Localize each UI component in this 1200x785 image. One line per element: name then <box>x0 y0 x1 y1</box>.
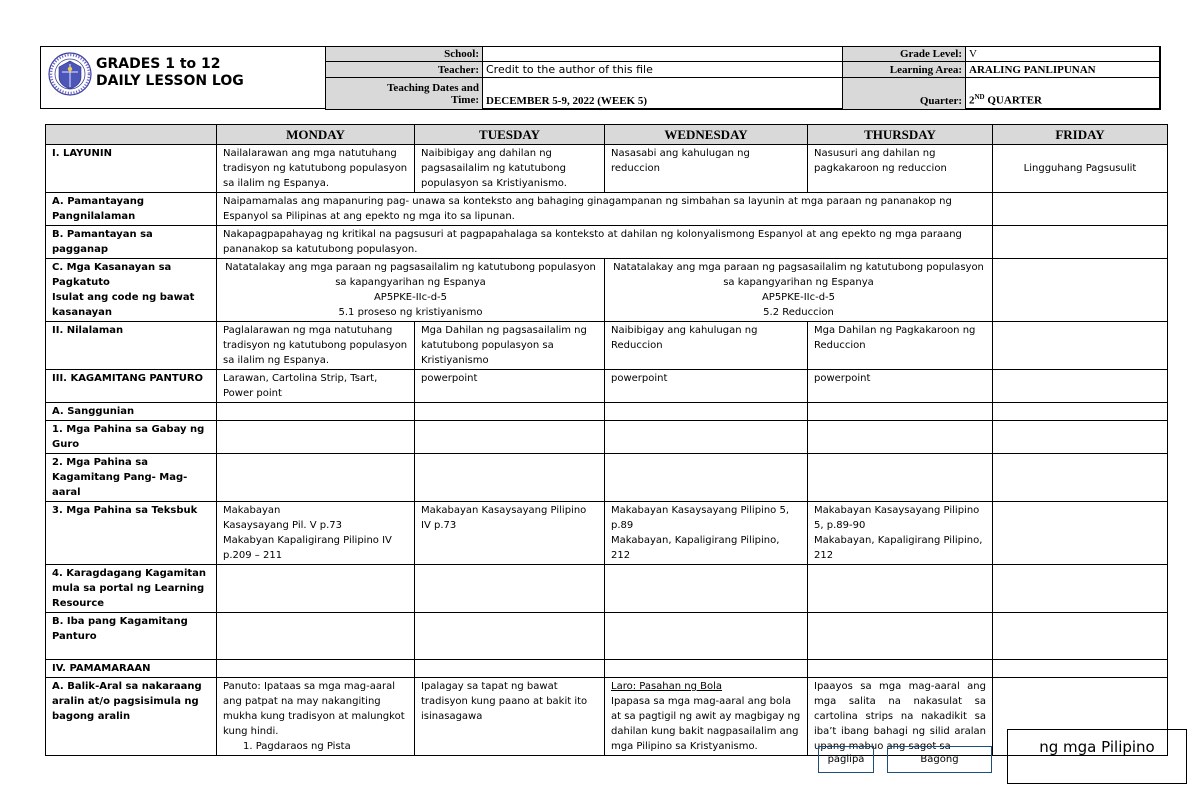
balik-aral-monday-item: 1. Pagdaraos ng Pista <box>243 741 351 752</box>
day-header-thursday: THURSDAY <box>808 125 993 145</box>
kasanayan-wed-thu <box>605 259 993 322</box>
teksbuk-monday-line3: Makabyan Kapaligirang Pilipino IV p.209 – 211 <box>223 535 392 561</box>
table-row <box>46 145 1168 193</box>
pamamaraan-thursday <box>808 660 993 678</box>
sanggunian-thursday <box>808 403 993 421</box>
table-row <box>46 322 1168 370</box>
table-row <box>46 421 1168 454</box>
iba-pang-thursday <box>808 613 993 660</box>
teksbuk-monday-line2: Kasaysayang Pil. V p.73 <box>223 520 343 531</box>
row-label-karagdagang: 4. Karagdagang Kagamitan mula sa portal ng Learning Resource <box>46 565 217 613</box>
row-label-nilalaman: II. Nilalaman <box>46 322 217 370</box>
balik-aral-thursday: Ipaayos sa mga mag-aaral ang mga salita na nakasulat sa cartolina strips na nakadikit sa iba’t ibang bahagi ng silid aralan upang mabuo ang sagot sa <box>808 678 993 756</box>
pamamaraan-friday <box>993 660 1168 678</box>
gabay-monday <box>217 421 415 454</box>
table-row <box>46 502 1168 565</box>
teksbuk-thursday-line1: Makabayan Kasaysayang Pilipino 5, p.89-90 <box>814 505 980 531</box>
learning-area-value: ARALING PANLIPUNAN <box>966 62 1161 78</box>
kagamitan-monday: Larawan, Cartolina Strip, Tsart, Power point <box>217 370 415 403</box>
nilalaman-monday: Paglalarawan ng mga natutuhang tradisyon ng katutubong populasyon sa ilalim ng Espanya. <box>217 322 415 370</box>
teaching-dates-label <box>326 78 483 110</box>
lesson-log-table <box>45 124 1168 756</box>
row-label-teksbuk: 3. Mga Pahina sa Teksbuk <box>46 502 217 565</box>
quarter-label: Quarter: <box>843 78 966 110</box>
iba-pang-wednesday <box>605 613 808 660</box>
table-row <box>46 259 1168 322</box>
kagamitang-mag-aaral-thursday <box>808 454 993 502</box>
kasanayan-left-text: Natatalakay ang mga paraan ng pagsasailalim ng katutubong populasyon sa kapangyarihan ng Espanya <box>225 262 596 288</box>
grade-level-label: Grade Level: <box>843 47 966 62</box>
header-info-table <box>325 46 1161 110</box>
balik-aral-wednesday-title: Laro: Pasahan ng Bola <box>611 681 723 692</box>
day-header-tuesday: TUESDAY <box>415 125 605 145</box>
kagamitan-wednesday: powerpoint <box>605 370 808 403</box>
layunin-monday: Nailalarawan ang mga natutuhang tradisyon ng katutubong populasyon sa ilalim ng Espanya. <box>217 145 415 193</box>
pamantayang-pangnilalaman-friday <box>993 193 1168 226</box>
nilalaman-wednesday: Naibibigay ang kahulugan ng Reduccion <box>605 322 808 370</box>
layunin-thursday: Nasusuri ang dahilan ng pagkakaroon ng reduccion <box>808 145 993 193</box>
row-label-sanggunian: A. Sanggunian <box>46 403 217 421</box>
kagamitang-mag-aaral-wednesday <box>605 454 808 502</box>
deped-seal-icon <box>48 52 92 96</box>
day-header-wednesday: WEDNESDAY <box>605 125 808 145</box>
pamantayan-pagganap-friday <box>993 226 1168 259</box>
iba-pang-friday <box>993 613 1168 660</box>
kagamitan-tuesday: powerpoint <box>415 370 605 403</box>
karagdagang-friday <box>993 565 1168 613</box>
row-label-pamamaraan: IV. PAMAMARAAN <box>46 660 217 678</box>
gabay-wednesday <box>605 421 808 454</box>
row-label-pamantayang-pangnilalaman: A. Pamantayang Pangnilalaman <box>46 193 217 226</box>
pamamaraan-tuesday <box>415 660 605 678</box>
balik-aral-monday <box>217 678 415 756</box>
pamamaraan-monday <box>217 660 415 678</box>
iba-pang-monday <box>217 613 415 660</box>
kasanayan-friday <box>993 259 1168 322</box>
teksbuk-thursday-line2: Makabayan, Kapaligirang Pilipino, 212 <box>814 535 983 561</box>
school-value <box>483 47 843 62</box>
quarter-word: QUARTER <box>987 95 1042 107</box>
kagamitang-mag-aaral-tuesday <box>415 454 605 502</box>
row-label-gabay: 1. Mga Pahina sa Gabay ng Guro <box>46 421 217 454</box>
teksbuk-monday <box>217 502 415 565</box>
iba-pang-tuesday <box>415 613 605 660</box>
layunin-friday: Lingguhang Pagsusulit <box>993 145 1168 193</box>
quarter-value <box>966 78 1161 110</box>
kasanayan-right-sub: 5.2 Reduccion <box>763 307 834 318</box>
teksbuk-wednesday-line1: Makabayan Kasaysayang Pilipino 5, p.89 <box>611 505 789 531</box>
table-row <box>46 403 1168 421</box>
kagamitan-thursday: powerpoint <box>808 370 993 403</box>
table-row <box>46 226 1168 259</box>
kagamitang-mag-aaral-monday <box>217 454 415 502</box>
overlay-note-box: ng mga Pilipino <box>1007 729 1187 784</box>
gabay-tuesday <box>415 421 605 454</box>
teaching-dates-label-line1: Teaching Dates and <box>387 81 479 94</box>
grade-level-value: V <box>966 47 1161 62</box>
kasanayan-right-code: AP5PKE-IIc-d-5 <box>761 292 836 303</box>
karagdagang-wednesday <box>605 565 808 613</box>
kasanayan-right-text: Natatalakay ang mga paraan ng pagsasailalim ng katutubong populasyon sa kapangyarihan ng Espanya <box>613 262 984 288</box>
pamantayan-pagganap-text: Nakapagpapahayag ng kritikal na pagsusuri at pagpapahalaga sa konteksto at dahilan ng kolonyalismong Espanyol at ang epekto ng mga paraang pananakop sa katutubong populasyon. <box>217 226 993 259</box>
nilalaman-thursday: Mga Dahilan ng Pagkakaroon ng Reduccion <box>808 322 993 370</box>
title-line-2: DAILY LESSON LOG <box>96 73 244 89</box>
balik-aral-wednesday <box>605 678 808 756</box>
kasanayan-mon-tue <box>217 259 605 322</box>
kasanayan-left-code: AP5PKE-IIc-d-5 <box>373 292 448 303</box>
nilalaman-tuesday: Mga Dahilan ng pagsasailalim ng katutubong populasyon sa Kristiyanismo <box>415 322 605 370</box>
teksbuk-thursday <box>808 502 993 565</box>
teacher-value: Credit to the author of this file <box>483 62 843 78</box>
table-row <box>46 370 1168 403</box>
karagdagang-tuesday <box>415 565 605 613</box>
karagdagang-thursday <box>808 565 993 613</box>
school-label: School: <box>326 47 483 62</box>
teaching-dates-value: DECEMBER 5-9, 2022 (WEEK 5) <box>483 78 843 110</box>
nilalaman-friday <box>993 322 1168 370</box>
pamantayang-pangnilalaman-text: Naipamamalas ang mapanuring pag- unawa sa konteksto ang bahaging ginagampanan ng simbahan sa layunin at mga paraan ng pananakop ng Espanyol sa Pilipinas at ang epekto ng mga ito sa lipunan. <box>217 193 993 226</box>
kagamitan-friday <box>993 370 1168 403</box>
sanggunian-wednesday <box>605 403 808 421</box>
teksbuk-wednesday <box>605 502 808 565</box>
teksbuk-wednesday-line2: Makabayan, Kapaligirang Pilipino, 212 <box>611 535 780 561</box>
table-row <box>46 454 1168 502</box>
gabay-friday <box>993 421 1168 454</box>
quarter-superscript: ND <box>974 93 985 102</box>
teksbuk-tuesday: Makabayan Kasaysayang Pilipino IV p.73 <box>415 502 605 565</box>
sanggunian-tuesday <box>415 403 605 421</box>
table-row <box>46 660 1168 678</box>
pamamaraan-wednesday <box>605 660 808 678</box>
days-header-row <box>46 125 1168 145</box>
kagamitang-mag-aaral-friday <box>993 454 1168 502</box>
layunin-wednesday: Nasasabi ang kahulugan ng reduccion <box>605 145 808 193</box>
teksbuk-friday <box>993 502 1168 565</box>
gabay-thursday <box>808 421 993 454</box>
corner-cell <box>46 125 217 145</box>
learning-area-label: Learning Area: <box>843 62 966 78</box>
kasanayan-left-sub: 5.1 proseso ng kristiyanismo <box>338 307 483 318</box>
quarter-number: 2 <box>969 95 975 107</box>
table-row <box>46 613 1168 660</box>
day-header-friday: FRIDAY <box>993 125 1168 145</box>
sanggunian-monday <box>217 403 415 421</box>
teaching-dates-label-line2: Time: <box>451 93 479 106</box>
row-label-balik-aral: A. Balik-Aral sa nakaraang aralin at/o pagsisimula ng bagong aralin <box>46 678 217 756</box>
table-row <box>46 678 1168 756</box>
kasanayan-label-line1: C. Mga Kasanayan sa Pagkatuto <box>52 262 172 288</box>
teksbuk-monday-line1: Makabayan <box>223 505 281 516</box>
paglipa-button[interactable]: paglipa <box>818 746 874 773</box>
bagong-button[interactable]: Bagong <box>887 746 992 773</box>
balik-aral-tuesday: Ipalagay sa tapat ng bawat tradisyon kung paano at bakit ito isinasagawa <box>415 678 605 756</box>
table-row <box>46 193 1168 226</box>
title-line-1: GRADES 1 to 12 <box>96 56 221 72</box>
teacher-label: Teacher: <box>326 62 483 78</box>
sanggunian-friday <box>993 403 1168 421</box>
day-header-monday: MONDAY <box>217 125 415 145</box>
row-label-kagamitang-mag-aaral: 2. Mga Pahina sa Kagamitang Pang- Mag-aaral <box>46 454 217 502</box>
row-label-kasanayan <box>46 259 217 322</box>
row-label-layunin: I. LAYUNIN <box>46 145 217 193</box>
balik-aral-monday-text: Panuto: Ipataas sa mga mag-aaral ang patpat na may nakangiting mukha kung tradisyon at malungkot kung hindi. <box>223 681 405 737</box>
row-label-iba-pang: B. Iba pang Kagamitang Panturo <box>46 613 217 660</box>
balik-aral-wednesday-text: Ipapasa sa mga mag-aaral ang bola at sa pagtigil ng awit ay magbigay ng dahilan kung bakit nagpasailalim ang mga Pilipino sa Kristyanismo. <box>611 696 801 752</box>
karagdagang-monday <box>217 565 415 613</box>
row-label-pamantayan-pagganap: B. Pamantayan sa pagganap <box>46 226 217 259</box>
table-row <box>46 565 1168 613</box>
kasanayan-label-line2: Isulat ang code ng bawat kasanayan <box>52 292 195 318</box>
row-label-kagamitan: III. KAGAMITANG PANTURO <box>46 370 217 403</box>
layunin-tuesday: Naibibigay ang dahilan ng pagsasailalim ng katutubong populasyon sa Kristiyanismo. <box>415 145 605 193</box>
